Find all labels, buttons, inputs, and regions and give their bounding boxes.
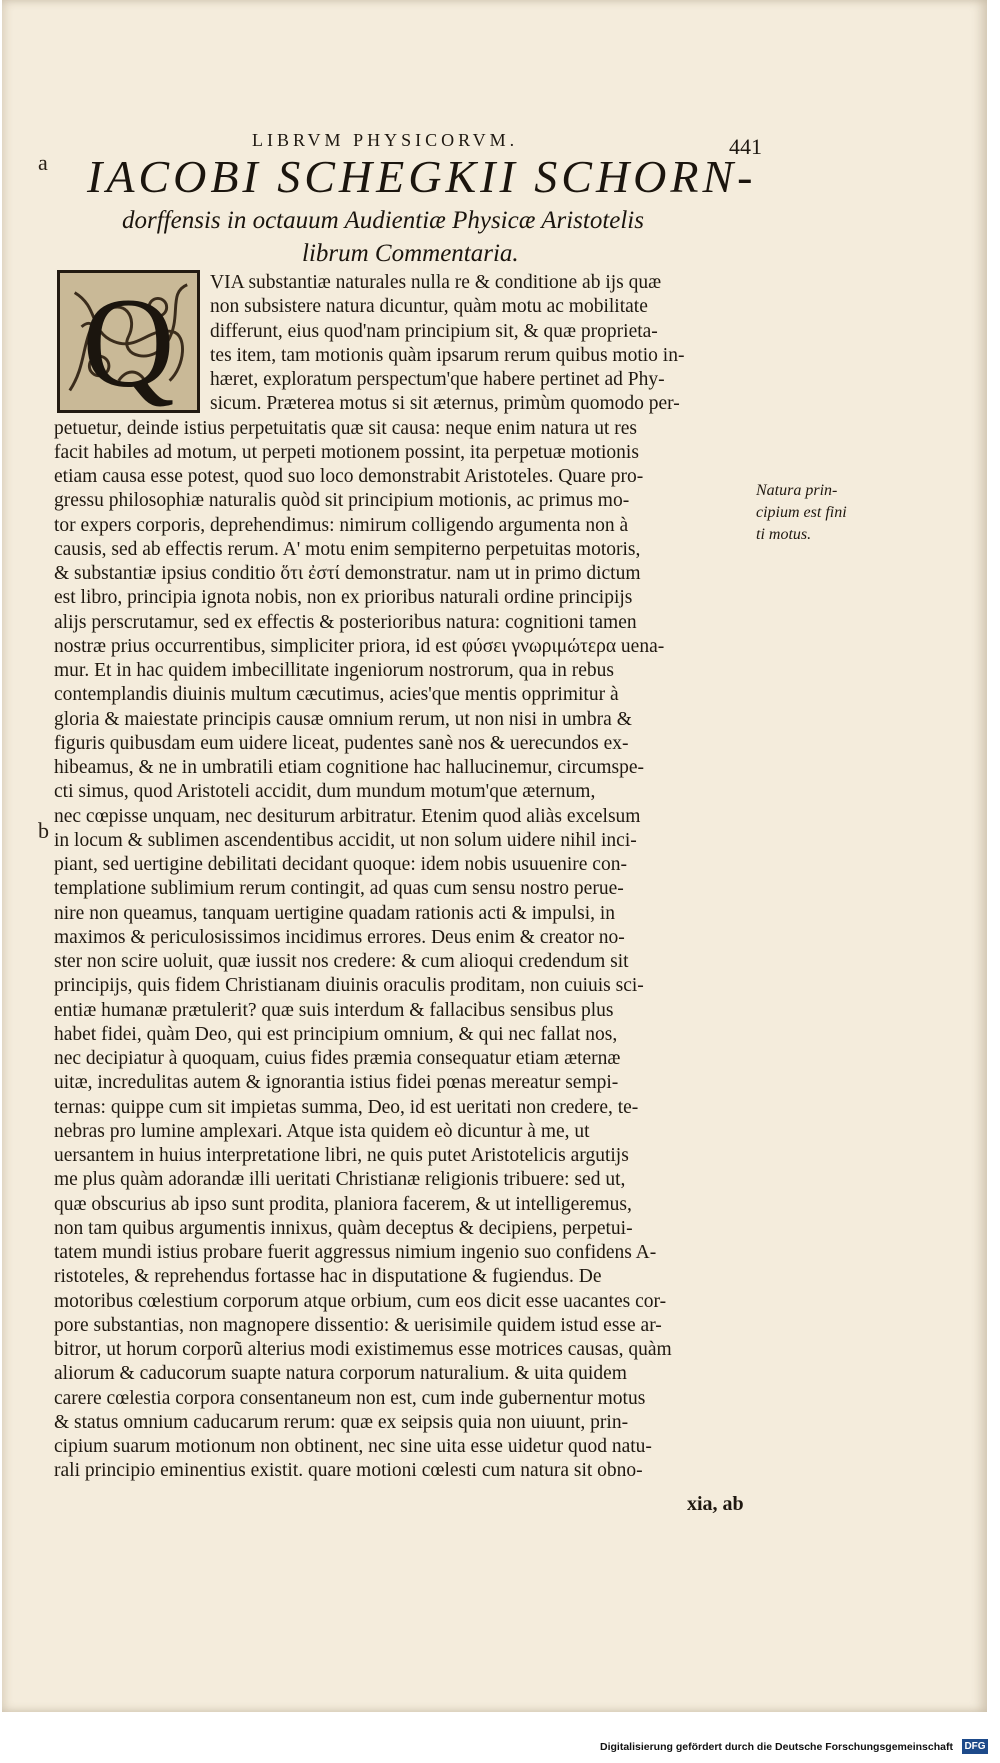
- page-number: 441: [729, 134, 762, 159]
- text-line: petuetur, deinde istius perpetuitatis quæ sit causa: neque enim natura ut res: [54, 417, 637, 439]
- text-line: sicum. Præterea motus si sit æternus, primùm quomodo per-: [210, 393, 680, 415]
- text-line: aliorum & caducorum suapte natura corporum naturalium. & uita quidem: [54, 1363, 627, 1385]
- text-line: VIA substantiæ naturales nulla re & conditione ab ijs quæ: [210, 272, 662, 293]
- margin-mark-b: b: [38, 818, 49, 843]
- text-line: quæ obscurius ab ipso sunt prodita, planiora facerem, & ut intelligeremus,: [54, 1193, 632, 1215]
- text-line: entiæ humanæ prætulerit? quæ suis interdum & fallacibus sensibus plus: [54, 999, 614, 1021]
- text-line: est libro, principia ignota nobis, non ex prioribus naturali ordine principijs: [54, 587, 633, 609]
- text-line: cipium suarum motionum non obtinent, nec sine uita esse uidetur quod natu-: [54, 1436, 652, 1457]
- text-line: mur. Et in hac quidem imbecillitate ingeniorum nostrorum, qua in rebus: [54, 660, 614, 681]
- text-line: motoribus cœlestium corporum atque orbium, cum eos dicit esse uacantes cor-: [54, 1290, 667, 1312]
- text-line: etiam causa esse potest, quod suo loco demonstrabit Aristoteles. Quare pro-: [54, 466, 644, 487]
- text-line: tatem mundi istius probare fuerit aggressus nimium ingenio suo confidens A-: [54, 1242, 657, 1263]
- commentary-subtitle-line-2: librum Commentaria.: [302, 240, 519, 267]
- text-line: tor expers corporis, deprehendimus: nimirum colligendo argumenta non à: [54, 514, 629, 536]
- text-line: nebras pro lumine amplexari. Atque ista quidem eò dicuntur à me, ut: [54, 1120, 590, 1142]
- text-line: alijs perscrutamur, sed ex effectis & posterioribus natura: cognitioni tamen: [54, 611, 637, 633]
- text-line: in locum & sublimen ascendentibus accidit, ut non solum uidere nihil inci-: [54, 829, 637, 851]
- text-line: habet fidei, quàm Deo, qui est principium omnium, & qui nec fallat nos,: [54, 1023, 618, 1045]
- commentary-subtitle-line-1: dorffensis in octauum Audientiæ Physicæ Aristotelis: [122, 207, 644, 234]
- text-line: non tam quibus argumentis innixus, quàm deceptus & decipiens, perpetui-: [54, 1217, 633, 1239]
- text-line: figuris quibusdam eum uidere liceat, pudentes sanè nos & uerecundos ex-: [54, 732, 629, 754]
- book-page: [2, 0, 987, 1712]
- text-line: uitæ, incredulitas autem & ignorantia istius fidei pœnas mereatur sempi-: [54, 1072, 619, 1094]
- text-line: gloria & maiestate principis causæ omnium rerum, ut non nisi in umbra &: [54, 708, 632, 730]
- text-line: causis, sed ab effectis rerum. A' motu enim sempiterno perpetuitas motoris,: [54, 538, 641, 560]
- text-line: contemplandis diuinis multum cæcutimus, acies'que mentis opprimitur à: [54, 684, 619, 706]
- margin-note-line: Natura prin-: [756, 482, 838, 499]
- margin-note-line: cipium est fini: [756, 504, 847, 521]
- text-line: rali principio eminentius existit. quare motioni cœlesti cum natura sit obno-: [54, 1460, 643, 1482]
- text-line: ster non scire uoluit, quæ iussit nos credere: & cum alioqui credendum sit: [54, 951, 629, 972]
- text-line: carere cœlestia corpora consentaneum non est, cum inde gubernentur motus: [54, 1387, 646, 1409]
- initial-letter: Q: [82, 272, 175, 413]
- text-line: nec cœpisse unquam, nec desiturum arbitratur. Etenim quod aliàs excelsum: [54, 805, 641, 827]
- text-line: pore substantias, non magnopere dissentio: & uerisimile quidem istud esse ar-: [54, 1314, 662, 1336]
- text-line: nostræ prius occurrentibus, simpliciter priora, id est φύσει γνωριμώτερα uena-: [54, 635, 665, 657]
- text-line: hæret, exploratum perspectum'que habere pertinet ad Phy-: [210, 369, 665, 390]
- text-line: & substantiæ ipsius conditio ὅτι ἐστί demonstratur. nam ut in primo dictum: [54, 563, 641, 584]
- text-line: piant, sed uertigine debilitati decidant quoque: idem nobis usuuenire con-: [54, 854, 627, 875]
- running-head: LIBRVM PHYSICORVM.: [252, 130, 519, 150]
- text-line: hibeamus, & ne in umbratili etiam cognitione hac hallucinemur, circumspe-: [54, 757, 644, 778]
- text-line: templatione sublimium rerum contingit, ad quas cum sensu nostro perue-: [54, 878, 624, 900]
- margin-note-line: ti motus.: [756, 526, 812, 543]
- text-line: principijs, quis fidem Christianam diuinis oraculis proditam, non cuiuis sci-: [54, 975, 644, 997]
- text-line: gressu philosophiæ naturalis quòd sit principium motionis, ac primus mo-: [54, 490, 630, 512]
- text-line: & status omnium caducarum rerum: quæ ex seipsis quia non uiuunt, prin-: [54, 1411, 629, 1433]
- catchword: xia, ab: [687, 1493, 744, 1515]
- text-line: ristoteles, & reprehendus fortasse hac in disputatione & fugiendus. De: [54, 1266, 602, 1288]
- text-line: uersantem in huius interpretatione libri, ne quis putet Aristotelicis argutijs: [54, 1145, 629, 1166]
- text-line: tes item, tam motionis quàm ipsarum rerum quibus motio in-: [210, 344, 685, 366]
- commentary-title: IACOBI SCHEGKII SCHORN-: [87, 151, 757, 202]
- text-line: ternas: quippe cum sit impietas summa, Deo, id est ueritati non credere, te-: [54, 1096, 639, 1118]
- text-line: maximos & periculosissimos incidimus errores. Deus enim & creator no-: [54, 926, 625, 948]
- text-line: non subsistere natura dicuntur, quàm motu ac mobilitate: [210, 296, 648, 318]
- text-line: differunt, eius quod'nam principium sit, & quæ proprieta-: [210, 320, 658, 342]
- text-line: bitror, ut horum corporũ alterius modi existimemus esse motrices causas, quàm: [54, 1339, 672, 1360]
- margin-mark-a: a: [38, 150, 48, 175]
- text-line: facit habiles ad motum, ut perpeti motionem possint, ita perpetuæ motionis: [54, 441, 639, 463]
- digitization-credit: Digitalisierung gefördert durch die Deutsche Forschungsgemeinschaft: [600, 1741, 953, 1753]
- text-line: nire non queamus, tanquam uertigine quadam rationis acti & impulsi, in: [54, 902, 616, 924]
- decorated-initial: [57, 270, 200, 413]
- text-line: nec decipiatur à quoquam, cuius fides præmia consequatur etiam æternæ: [54, 1048, 621, 1069]
- dfg-logo-icon: DFG: [962, 1739, 988, 1754]
- text-line: me plus quàm adorandæ illi ueritati Christianæ religionis tribuere: sed ut,: [54, 1169, 626, 1191]
- text-line: cti simus, quod Aristoteli accidit, dum mundum motum'que æternum,: [54, 781, 596, 803]
